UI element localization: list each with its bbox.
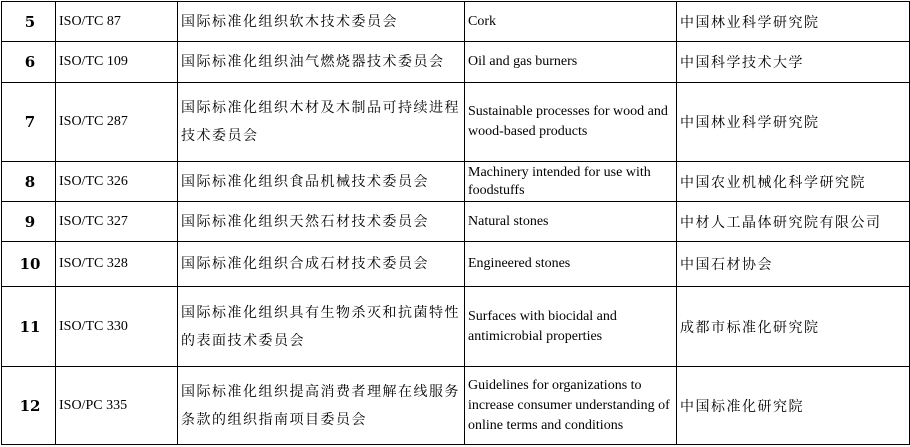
table-row — [2, 83, 910, 162]
committee-name-en: Cork — [465, 2, 677, 42]
table-row — [2, 367, 910, 445]
secretariat-org: 中国农业机械化科学研究院 — [677, 162, 910, 202]
committee-table — [1, 1, 910, 445]
committee-code: ISO/PC 335 — [56, 367, 178, 445]
committee-name-en: Machinery intended for use with foodstuffs — [465, 162, 677, 202]
row-number: 9 — [2, 202, 56, 242]
committee-name-en: Engineered stones — [465, 242, 677, 287]
row-number: 5 — [2, 2, 56, 42]
committee-code: ISO/TC 330 — [56, 287, 178, 367]
secretariat-org: 中国石材协会 — [677, 242, 910, 287]
table-row — [2, 242, 910, 287]
table-row — [2, 2, 910, 42]
committee-name-zh: 国际标准化组织软木技术委员会 — [178, 2, 465, 42]
row-number: 10 — [2, 242, 56, 287]
table-body — [2, 2, 910, 445]
committee-name-en: Surfaces with biocidal and antimicrobial properties — [465, 287, 677, 367]
committee-name-zh: 国际标准化组织木材及木制品可持续进程技术委员会 — [178, 83, 465, 162]
committee-code: ISO/TC 327 — [56, 202, 178, 242]
table-row — [2, 287, 910, 367]
secretariat-org: 中国标准化研究院 — [677, 367, 910, 445]
row-number: 11 — [2, 287, 56, 367]
table-row — [2, 202, 910, 242]
row-number: 7 — [2, 83, 56, 162]
committee-code: ISO/TC 328 — [56, 242, 178, 287]
committee-name-en: Guidelines for organizations to increase consumer understanding of online terms and conditions — [465, 367, 677, 445]
committee-name-zh: 国际标准化组织食品机械技术委员会 — [178, 162, 465, 202]
committee-code: ISO/TC 87 — [56, 2, 178, 42]
committee-name-zh: 国际标准化组织油气燃烧器技术委员会 — [178, 42, 465, 83]
committee-name-zh: 国际标准化组织提高消费者理解在线服务条款的组织指南项目委员会 — [178, 367, 465, 445]
row-number: 8 — [2, 162, 56, 202]
committee-name-en: Sustainable processes for wood and wood-based products — [465, 83, 677, 162]
committee-code: ISO/TC 109 — [56, 42, 178, 83]
table-row — [2, 42, 910, 83]
committee-name-en: Oil and gas burners — [465, 42, 677, 83]
committee-name-zh: 国际标准化组织合成石材技术委员会 — [178, 242, 465, 287]
committee-code: ISO/TC 326 — [56, 162, 178, 202]
secretariat-org: 中国科学技术大学 — [677, 42, 910, 83]
row-number: 12 — [2, 367, 56, 445]
committee-name-en: Natural stones — [465, 202, 677, 242]
secretariat-org: 中材人工晶体研究院有限公司 — [677, 202, 910, 242]
committee-name-zh: 国际标准化组织具有生物杀灭和抗菌特性的表面技术委员会 — [178, 287, 465, 367]
secretariat-org: 成都市标准化研究院 — [677, 287, 910, 367]
committee-name-zh: 国际标准化组织天然石材技术委员会 — [178, 202, 465, 242]
secretariat-org: 中国林业科学研究院 — [677, 83, 910, 162]
table-row — [2, 162, 910, 202]
committee-code: ISO/TC 287 — [56, 83, 178, 162]
row-number: 6 — [2, 42, 56, 83]
secretariat-org: 中国林业科学研究院 — [677, 2, 910, 42]
